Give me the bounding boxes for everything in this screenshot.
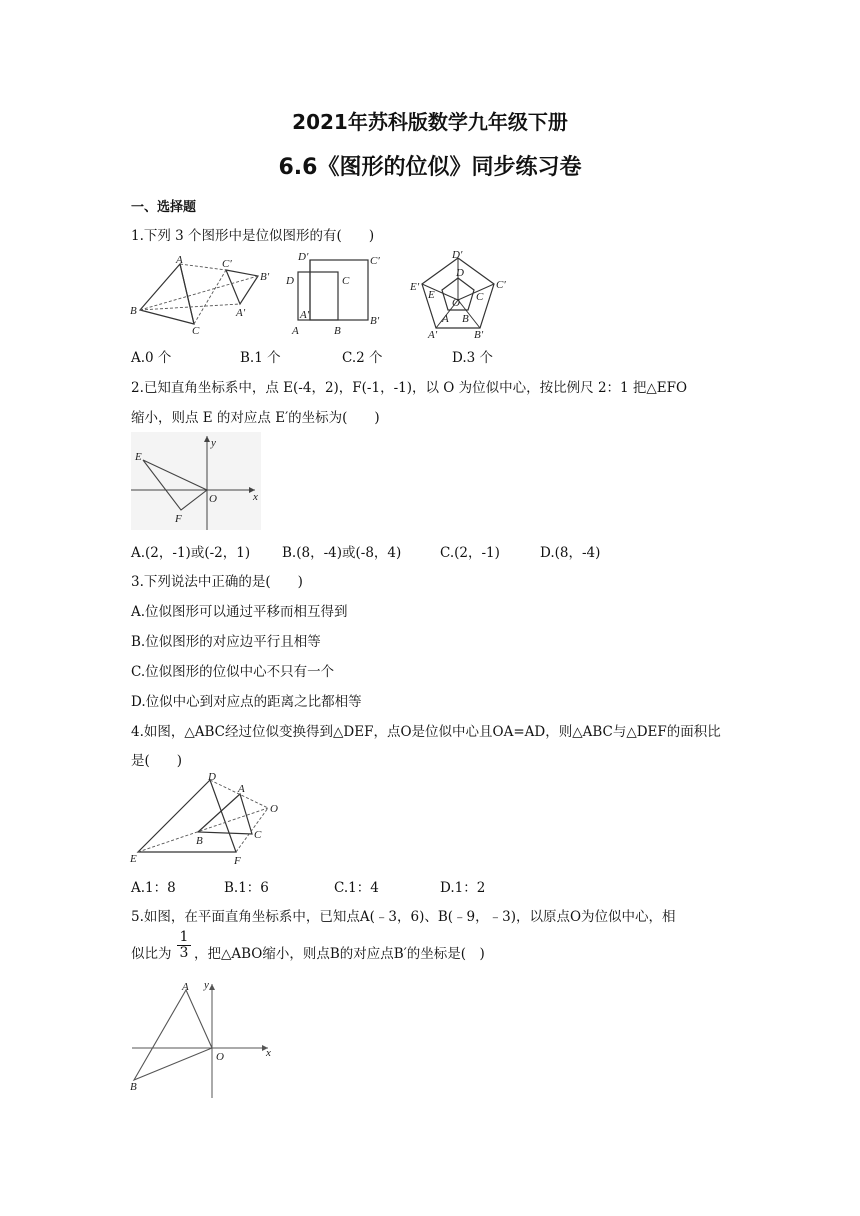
q2-option-b: B.(8，-4)或(-8，4) xyxy=(282,545,402,561)
q3-option-d: D.位似中心到对应点的距离之比都相等 xyxy=(131,694,362,710)
q4-option-d: D.1：2 xyxy=(440,880,486,896)
label-d-prime: D′ xyxy=(452,249,463,261)
q2-option-c: C.(2，-1) xyxy=(440,545,500,561)
q5-figure xyxy=(128,976,278,1100)
q3-option-a: A.位似图形可以通过平移而相互得到 xyxy=(131,604,348,620)
label-a-prime: A′ xyxy=(236,307,246,319)
q1-figure-c xyxy=(408,248,508,340)
axis-x-label: x xyxy=(253,491,258,503)
q2-figure xyxy=(131,432,261,530)
label-c-prime: C′ xyxy=(496,279,506,291)
q4-option-c: C.1：4 xyxy=(334,880,379,896)
label-f: F xyxy=(175,513,182,525)
question-5-text-line2-pre: 似比为 xyxy=(131,946,172,962)
question-4-text-line1: 4.如图，△ABC经过位似变换得到△DEF，点O是位似中心且OA=AD，则△ABC与△DEF的面积比 xyxy=(131,724,721,740)
q2-option-a: A.(2，-1)或(-2，1) xyxy=(131,545,251,561)
axis-x-label: x xyxy=(266,1047,271,1059)
label-f: F xyxy=(234,855,241,867)
question-1-text: 1.下列 3 个图形中是位似图形的有( ) xyxy=(131,228,375,244)
question-4-text-line2: 是( ) xyxy=(131,753,183,769)
label-a: A xyxy=(292,325,299,337)
question-5-text-line2-post: ，把△ABO缩小，则点B的对应点B′的坐标是( ) xyxy=(194,946,485,962)
label-b: B xyxy=(334,325,341,337)
q2-option-d: D.(8，-4) xyxy=(540,545,601,561)
fraction-numerator: 1 xyxy=(179,929,189,945)
label-a-prime: A′ xyxy=(428,329,438,341)
label-b: B xyxy=(196,835,203,847)
label-a: A xyxy=(182,981,189,993)
label-o: O xyxy=(270,803,278,815)
label-b-prime: B′ xyxy=(260,271,270,283)
label-e-prime: E′ xyxy=(410,281,420,293)
question-2-text-line1: 2.已知直角坐标系中，点 E(-4，2)，F(-1，-1)，以 O 为位似中心，按比例尺 2：1 把△EFO xyxy=(131,380,688,396)
q1-option-a: A.0 个 xyxy=(131,350,172,366)
fraction-one-third xyxy=(176,930,192,961)
label-c: C xyxy=(192,325,200,337)
axis-y-label: y xyxy=(211,437,216,449)
label-d: D xyxy=(286,275,294,287)
label-a: A xyxy=(442,313,449,325)
label-b: B xyxy=(130,305,137,317)
q3-option-b: B.位似图形的对应边平行且相等 xyxy=(131,634,321,650)
q4-option-a: A.1：8 xyxy=(131,880,176,896)
label-d: D xyxy=(208,771,216,783)
label-e: E xyxy=(130,853,137,865)
label-b-prime: B′ xyxy=(474,329,484,341)
label-o: O xyxy=(209,493,217,505)
q3-option-c: C.位似图形的位似中心不只有一个 xyxy=(131,664,335,680)
label-e: E xyxy=(428,289,435,301)
q1-figure-a xyxy=(128,256,278,336)
label-b: B xyxy=(130,1081,137,1093)
question-2-text-line2: 缩小，则点 E 的对应点 E′的坐标为( ) xyxy=(131,410,380,426)
q1-option-c: C.2 个 xyxy=(342,350,383,366)
label-d-prime: D′ xyxy=(298,251,309,263)
label-c: C xyxy=(342,275,350,287)
label-o: O xyxy=(452,297,460,309)
label-a: A xyxy=(176,254,183,266)
question-3-text: 3.下列说法中正确的是( ) xyxy=(131,574,303,590)
label-d: D xyxy=(456,267,464,279)
axis-y-label: y xyxy=(204,979,209,991)
label-c: C xyxy=(476,291,484,303)
label-e: E xyxy=(135,451,142,463)
question-5-text-line1: 5.如图，在平面直角坐标系中，已知点A(﹣3，6)、B(﹣9，﹣3)，以原点O为位似中心，相 xyxy=(131,909,676,925)
q4-option-b: B.1：6 xyxy=(224,880,269,896)
label-a: A xyxy=(238,783,245,795)
section-heading: 一、选择题 xyxy=(131,200,197,215)
label-o: O xyxy=(216,1051,224,1063)
q1-option-b: B.1 个 xyxy=(240,350,281,366)
label-a-prime: A′ xyxy=(300,309,310,321)
q4-figure xyxy=(128,771,288,867)
q1-option-d: D.3 个 xyxy=(452,350,494,366)
document-title: 2021年苏科版数学九年级下册 xyxy=(292,110,568,134)
label-c-prime: C′ xyxy=(222,258,232,270)
label-c: C xyxy=(254,829,262,841)
label-b-prime: B′ xyxy=(370,315,380,327)
label-b: B xyxy=(462,313,469,325)
document-subtitle: 6.6《图形的位似》同步练习卷 xyxy=(278,155,582,180)
label-c-prime: C′ xyxy=(370,255,380,267)
q1-figure-b xyxy=(284,250,389,340)
fraction-denominator: 3 xyxy=(179,945,189,961)
